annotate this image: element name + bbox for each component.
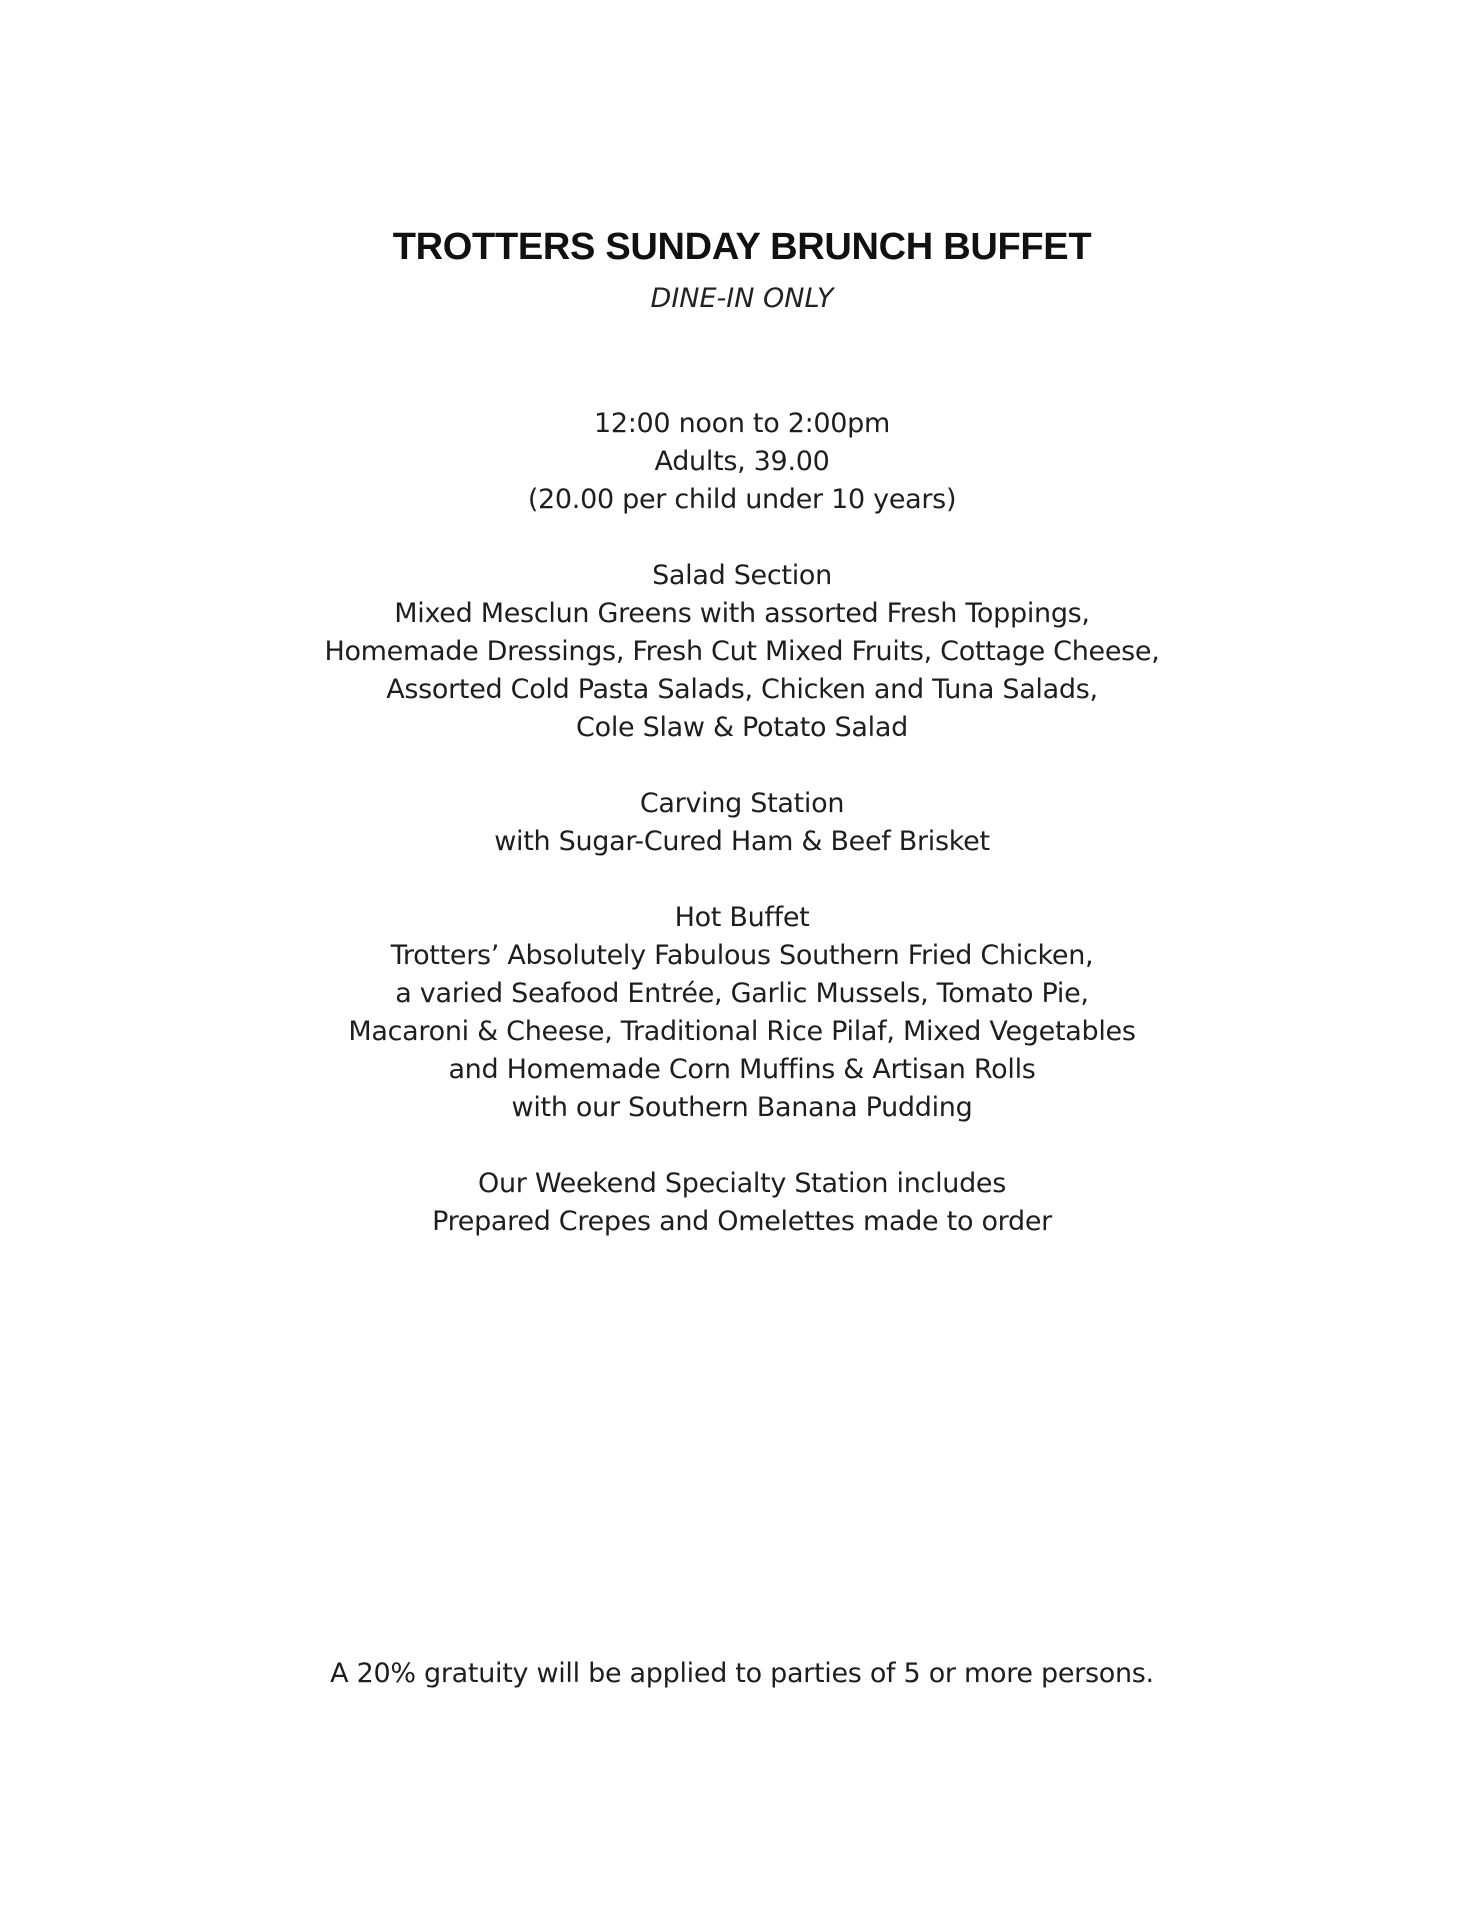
- pricing-block: [0, 405, 1484, 519]
- salad-line: Assorted Cold Pasta Salads, Chicken and Tuna Salads,: [386, 674, 1098, 705]
- hot-buffet-line: Macaroni & Cheese, Traditional Rice Pilaf, Mixed Vegetables: [348, 1016, 1136, 1047]
- hot-buffet-line: and Homemade Corn Muffins & Artisan Rolls: [448, 1054, 1036, 1085]
- specialty-section: [0, 1165, 1484, 1241]
- specialty-line: Our Weekend Specialty Station includes: [478, 1168, 1006, 1199]
- carving-line: with Sugar-Cured Ham & Beef Brisket: [494, 826, 990, 857]
- hours-text: 12:00 noon to 2:00pm: [594, 408, 890, 439]
- salad-line: Mixed Mesclun Greens with assorted Fresh Toppings,: [394, 598, 1090, 629]
- spacer: [0, 519, 1484, 557]
- hot-buffet-line: a varied Seafood Entrée, Garlic Mussels, Tomato Pie,: [395, 978, 1089, 1009]
- gratuity-note: A 20% gratuity will be applied to parties of 5 or more persons.: [330, 1658, 1154, 1689]
- hot-buffet-line: with our Southern Banana Pudding: [511, 1092, 973, 1123]
- specialty-line: Prepared Crepes and Omelettes made to order: [432, 1206, 1052, 1237]
- salad-heading: Salad Section: [652, 560, 832, 591]
- menu-body: [0, 405, 1484, 1241]
- hot-buffet-line: Trotters’ Absolutely Fabulous Southern Fried Chicken,: [390, 940, 1094, 971]
- spacer: [0, 747, 1484, 785]
- menu-title: TROTTERS SUNDAY BRUNCH BUFFET: [392, 226, 1092, 268]
- child-price: (20.00 per child under 10 years): [527, 484, 957, 515]
- salad-line: Homemade Dressings, Fresh Cut Mixed Fruits, Cottage Cheese,: [324, 636, 1160, 667]
- carving-section: [0, 785, 1484, 861]
- carving-heading: Carving Station: [639, 788, 845, 819]
- salad-line: Cole Slaw & Potato Salad: [576, 712, 908, 743]
- salad-section: [0, 557, 1484, 747]
- spacer: [0, 861, 1484, 899]
- adult-price: Adults, 39.00: [654, 446, 830, 477]
- spacer: [0, 1127, 1484, 1165]
- menu-subtitle: DINE-IN ONLY: [650, 283, 834, 314]
- hot-buffet-section: [0, 899, 1484, 1127]
- hot-buffet-heading: Hot Buffet: [674, 902, 810, 933]
